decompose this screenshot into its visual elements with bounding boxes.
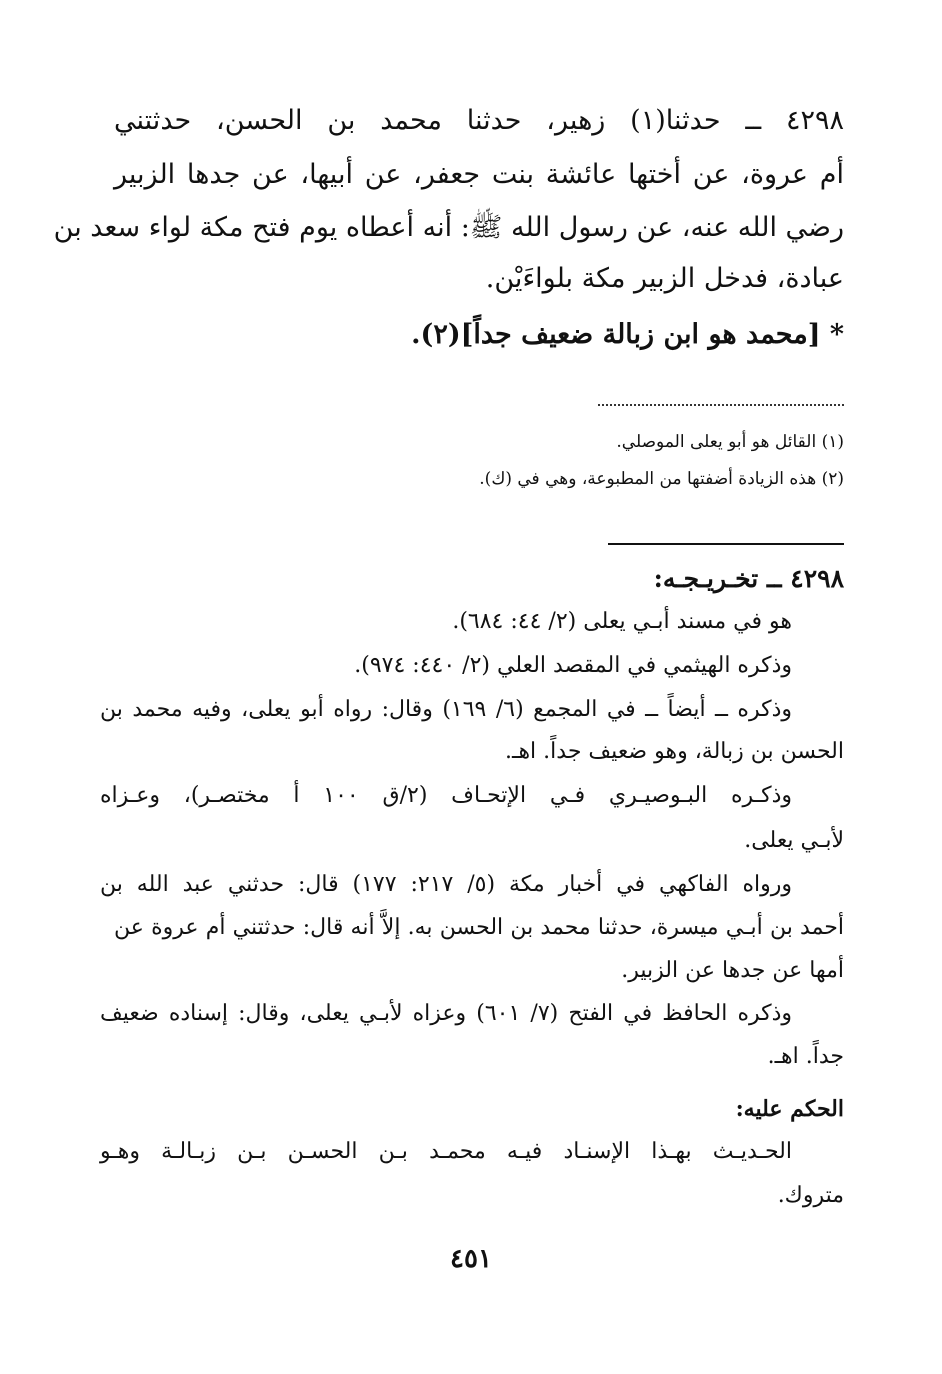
section-rule: [608, 543, 844, 545]
takhrij-line-7: ورواه الفاكهي في أخبار مكة (٥/ ٢١٧: ١٧٧) قال: حدثني عبد الله بن: [100, 872, 792, 897]
takhrij-line-4: الحسن بن زبالة، وهو ضعيف جداً. اهـ.: [505, 739, 844, 764]
footnote-separator: [598, 398, 844, 406]
takhrij-line-8: أحمد بن أبـي ميسرة، حدثنا محمد بن الحسن به. إلاَّ أنه قال: حدثتني أم عروة عن: [114, 915, 844, 940]
hadith-grading: * [محمد هو ابن زبالة ضعيف جداً](٢).: [411, 319, 844, 350]
hadith-line-2: أم عروة، عن أختها عائشة بنت جعفر، عن أبيها، عن جدها الزبير: [114, 159, 844, 190]
takhrij-line-1: هو في مسند أبـي يعلى (٢/ ٤٤: ٦٨٤).: [452, 609, 792, 634]
takhrij-line-9: أمها عن جدها عن الزبير.: [621, 958, 844, 983]
ruling-heading: الحكم عليه:: [735, 1096, 844, 1122]
ruling-line-2: متروك.: [777, 1183, 844, 1208]
footnote-2: (٢) هذه الزيادة أضفتها من المطبوعة، وهي في (ك).: [479, 469, 844, 489]
takhrij-line-6: لأبـي يعلى.: [744, 828, 844, 853]
takhrij-line-11: جداً. اهـ.: [767, 1044, 844, 1069]
hadith-line-3: رضي الله عنه، عن رسول الله ﷺ: أنه أعطاه يوم فتح مكة لواء سعد بن: [53, 212, 844, 243]
takhrij-heading: ٤٢٩٨ ــ تخـريـجـه:: [653, 564, 844, 593]
takhrij-line-10: وذكره الحافظ في الفتح (٧/ ٦٠١) وعزاه لأبـي يعلى، وقال: إسناده ضعيف: [100, 1001, 793, 1026]
takhrij-line-3: وذكره ــ أيضاً ــ في المجمع (٦/ ١٦٩) وقال: رواه أبو يعلى، وفيه محمد بن: [100, 697, 792, 722]
footnote-1: (١) القائل هو أبو يعلى الموصلي.: [616, 432, 844, 452]
ruling-line-1: الحـديـث بهـذا الإسنـاد فيـه محمـد بـن الحسـن بـن زبـالـة وهـو: [100, 1139, 792, 1164]
hadith-line-1: ٤٢٩٨ ــ حدثنا(١) زهير، حدثنا محمد بن الحسن، حدثتني: [114, 105, 844, 136]
page-number: ٤٥١: [450, 1244, 492, 1274]
takhrij-line-5: وذكـره البـوصيـري فـي الإتحـاف (٢/ق ١٠٠ أ مختصـر)، وعـزاه: [100, 783, 792, 808]
takhrij-line-2: وذكره الهيثمي في المقصد العلي (٢/ ٤٤٠: ٩٧٤).: [354, 653, 792, 678]
hadith-line-4: عبادة، فدخل الزبير مكة بلواءَيْن.: [485, 263, 844, 294]
